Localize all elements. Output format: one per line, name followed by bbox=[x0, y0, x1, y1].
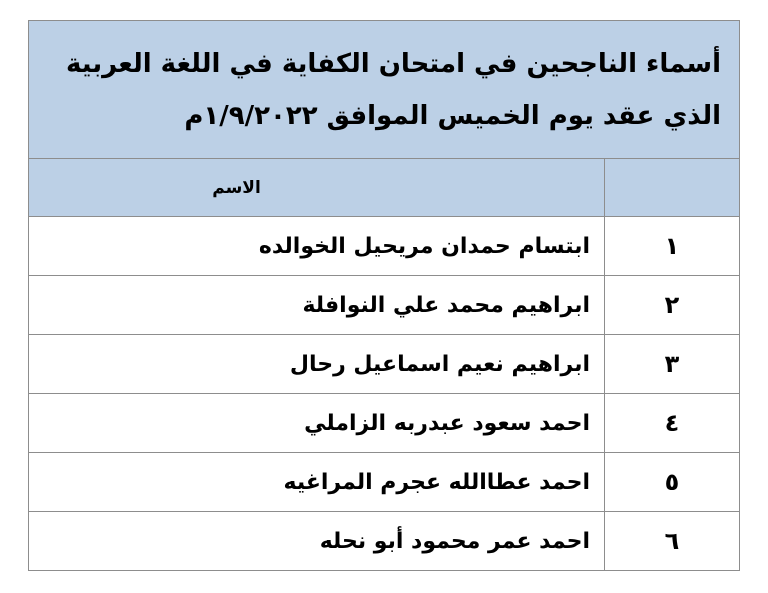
table-row bbox=[29, 512, 739, 570]
title-line-2: الذي عقد يوم الخميس الموافق ١/٩/٢٠٢٢م bbox=[184, 100, 721, 131]
title-banner bbox=[29, 21, 739, 159]
row-number: ١ bbox=[604, 217, 739, 275]
row-number: ٤ bbox=[604, 394, 739, 452]
table-row bbox=[29, 217, 739, 276]
row-name: ابتسام حمدان مريحيل الخوالده bbox=[258, 233, 590, 259]
table-row bbox=[29, 453, 739, 512]
table-row bbox=[29, 276, 739, 335]
row-number: ٥ bbox=[604, 453, 739, 511]
row-number: ٣ bbox=[604, 335, 739, 393]
title-line-1: أسماء الناجحين في امتحان الكفاية في اللغة العربية bbox=[65, 48, 721, 79]
row-name: احمد سعود عبدربه الزاملي bbox=[304, 410, 590, 436]
row-number: ٦ bbox=[604, 512, 739, 570]
table-row bbox=[29, 335, 739, 394]
header-number-cell bbox=[604, 159, 739, 216]
row-number: ٢ bbox=[604, 276, 739, 334]
header-name-cell: الاسم bbox=[212, 177, 261, 198]
results-document bbox=[28, 20, 740, 571]
row-name: ابراهيم نعيم اسماعيل رحال bbox=[289, 351, 590, 377]
row-name: احمد عطاالله عجرم المراغيه bbox=[283, 469, 590, 495]
row-name: احمد عمر محمود أبو نحله bbox=[319, 528, 590, 554]
table-row bbox=[29, 394, 739, 453]
table-header-row bbox=[29, 159, 739, 217]
row-name: ابراهيم محمد علي النوافلة bbox=[302, 292, 590, 318]
